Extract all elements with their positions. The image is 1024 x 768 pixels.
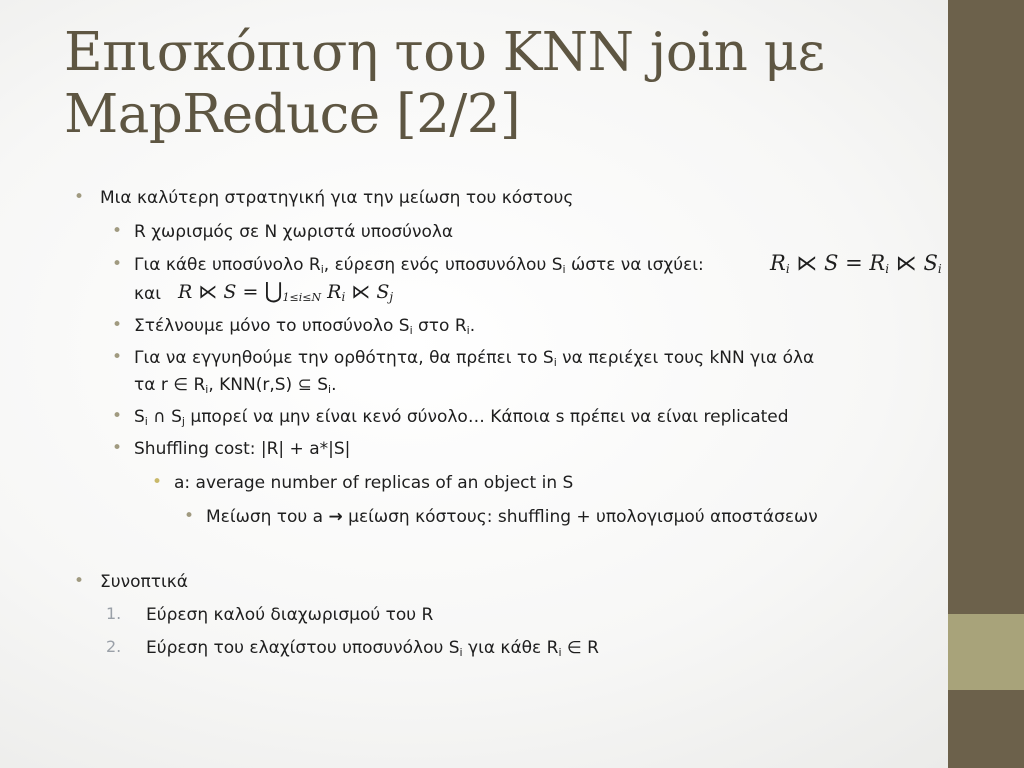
bullet-dot: •: [112, 406, 123, 426]
title-line-1: Επισκόπιση του KNN join με: [64, 22, 825, 83]
bullet-dot: •: [112, 438, 123, 458]
bullet-send-subset: Στέλνουμε μόνο το υποσύνολο $S_i$ στο $R_i$.: [134, 316, 476, 337]
numbered-item-1: Εύρεση καλού διαχωρισμού του R: [146, 605, 434, 625]
list-number: 1.: [106, 604, 122, 623]
bullet-subset-find: Για κάθε υποσύνολο $R_i$, εύρεση ενός υποσυνόλου $S_i$ ώστε να ισχύει:: [134, 255, 704, 276]
bullet-correctness-line-2: τα r ∈ $R_i$, KNN(r,S) ⊆ $S_i$.: [134, 375, 337, 396]
bullet-correctness-line-1: Για να εγγυηθούμε την ορθότητα, θα πρέπει το $S_i$ να περιέχει τους kNN για όλα: [134, 348, 815, 369]
bullet-dot: •: [184, 506, 195, 526]
bullet-dot: •: [112, 221, 123, 241]
sidebar-accent-block: [948, 614, 1024, 690]
bullet-shuffling-cost: Shuffling cost: |R| + a*|S|: [134, 439, 351, 459]
bullet-summary: Συνοπτικά: [100, 572, 188, 592]
bullet-subset-and: και: [134, 284, 161, 304]
bullet-dot: •: [74, 187, 85, 207]
bullet-dot: •: [112, 347, 123, 367]
bullet-dot: •: [152, 472, 163, 492]
bullet-dot: •: [112, 254, 123, 274]
title-line-2: MapReduce [2/2]: [64, 84, 521, 145]
bullet-dot: •: [112, 315, 123, 335]
numbered-item-2: Εύρεση του ελαχίστου υποσυνόλου $S_i$ για κάθε $R_i$ ∈ R: [146, 638, 599, 659]
list-number: 2.: [106, 637, 122, 656]
bullet-reduce-a: Μείωση του a → μείωση κόστους: shuffling + υπολογισμού αποστάσεων: [206, 507, 818, 527]
bullet-dot: •: [74, 571, 85, 591]
bullet-replicas-def: a: average number of replicas of an object in S: [174, 473, 574, 493]
bullet-strategy: Μια καλύτερη στρατηγική για την μείωση του κόστους: [100, 188, 574, 208]
bullet-intersection: $S_i$ ∩ $S_j$ μπορεί να μην είναι κενό σύνολο… Κάποια s πρέπει να είναι replicated: [134, 407, 789, 428]
equation-2: R ⋉ $S = ⋃_{1\le i\le N}$ $R_i$ ⋉ $S_j$: [178, 279, 394, 304]
arrow-right-icon: →: [328, 507, 343, 527]
bullet-partition: R χωρισμός σε N χωριστά υποσύνολα: [134, 222, 454, 242]
equation-1: $R_i$ ⋉ $S = R_i$ ⋉ $S_i$: [770, 251, 942, 276]
